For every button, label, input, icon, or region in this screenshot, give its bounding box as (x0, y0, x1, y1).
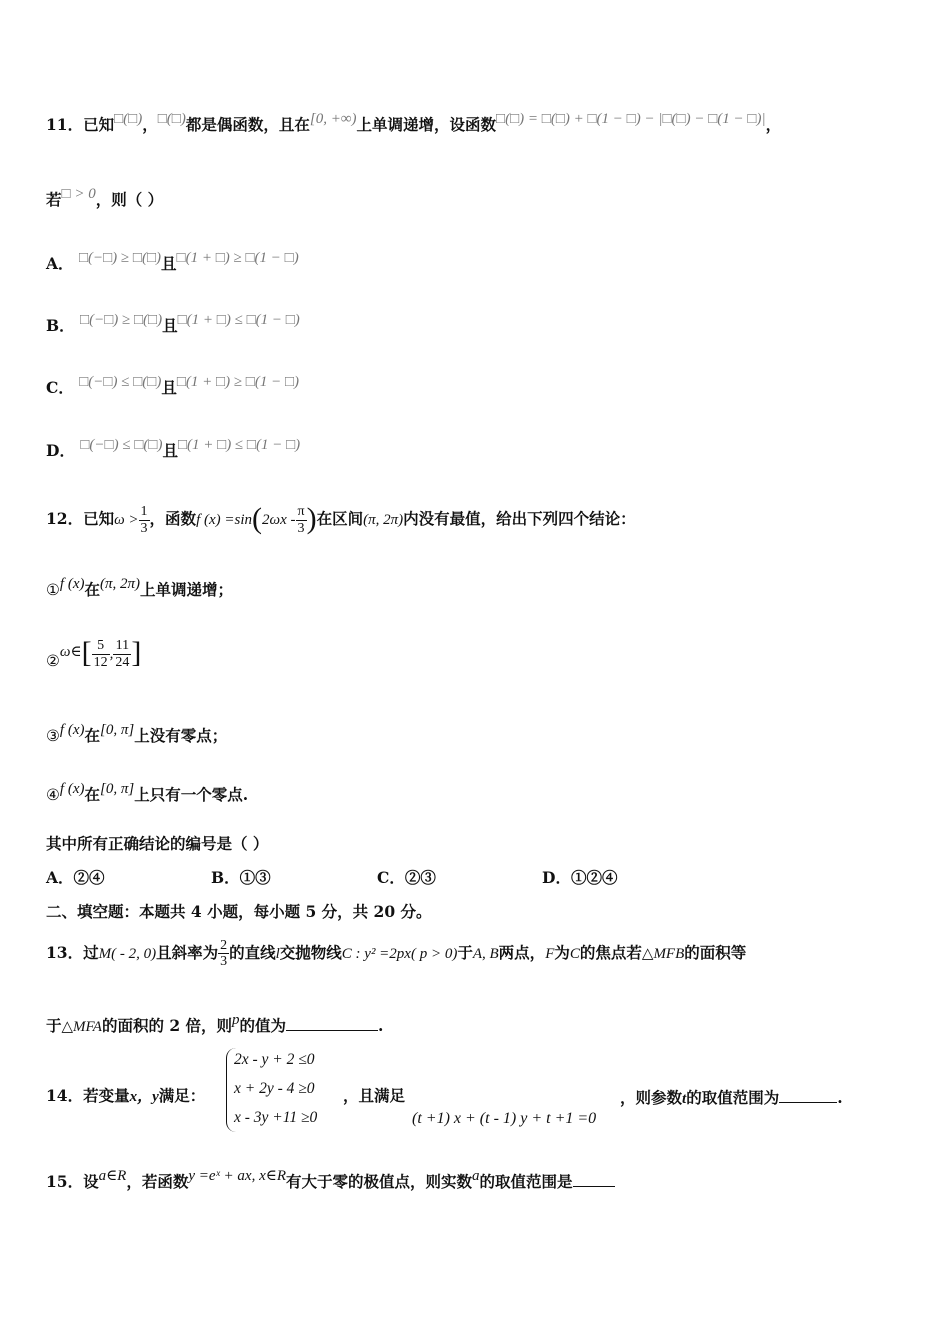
q12-option-c (377, 870, 436, 886)
option-right: □(1 + □) ≥ □(1 − □) (176, 250, 299, 266)
q15-a: a (472, 1168, 480, 1184)
frac-den: 12 (93, 654, 108, 670)
q12-omega: ω > (114, 512, 139, 528)
paren-right: ) (306, 502, 317, 535)
q14-t4: 的取值范围为 (686, 1088, 780, 1107)
q13-t4: 于 (457, 942, 473, 962)
option-label: D． (542, 868, 571, 887)
q13-t1: 且斜率为 (156, 942, 219, 962)
q14-tail (620, 1088, 843, 1107)
conclusion-mark: ③ (46, 727, 60, 745)
q11-cond-prefix: 若 (46, 190, 62, 209)
q12-t1: ，函数 (149, 509, 197, 528)
q12-option-b (211, 870, 271, 886)
option-left: □(−□) ≥ □(□) (80, 312, 163, 328)
conclusion-in: 在 (84, 785, 100, 804)
q13-tri1: △MFB (641, 945, 685, 962)
conclusion-tail: 上只有一个零点. (134, 785, 249, 804)
q14-system (226, 1048, 347, 1132)
conclusion-tail: 上单调递增； (140, 580, 234, 599)
q14-stem (46, 1088, 205, 1105)
frac-den: 3 (220, 954, 228, 970)
q12-pi-frac (296, 504, 307, 536)
q11-option-c (46, 374, 300, 397)
option-and: 且 (162, 441, 178, 460)
q15-stem (46, 1168, 615, 1191)
option-label: B． (46, 316, 75, 335)
q11-cond-suffix: ，则（ ） (95, 190, 164, 209)
frac-den: 24 (115, 654, 130, 670)
q11-end: ， (765, 115, 782, 134)
option-right: □(1 + □) ≤ □(1 − □) (177, 437, 301, 453)
q13-dot: . (378, 1016, 384, 1035)
q13-line2-tail: 的值为 (239, 1016, 287, 1035)
q15-t3: 的取值范围是 (479, 1172, 573, 1191)
q13-p: p (232, 1012, 240, 1028)
conclusion-f: f (x) (59, 576, 85, 592)
conclusion-in: 在 (84, 580, 100, 599)
c2-frac-b (113, 638, 131, 670)
option-label: B． (211, 868, 240, 887)
option-text: ②④ (73, 868, 105, 887)
frac-den: 3 (140, 520, 148, 536)
q12-t3: 内没有最值，给出下列四个结论： (403, 509, 636, 528)
conclusion-interval: [0, π] (100, 722, 135, 738)
q14-t1: 满足： (158, 1086, 206, 1105)
q11-condition (46, 186, 164, 209)
q13-t3: 交抛物线 (279, 942, 342, 962)
q11-prefix: 11．已知 (46, 115, 115, 134)
frac-num: 11 (113, 638, 131, 654)
q11-sep: ， (142, 115, 158, 134)
q12-option-a (46, 870, 105, 886)
q12-interval: (π, 2π) (363, 512, 404, 528)
comma: , (109, 646, 114, 662)
conclusion-f: f (x) (59, 722, 85, 738)
q14-t: t (682, 1091, 687, 1107)
answer-blank[interactable] (779, 1088, 837, 1103)
conclusion-mark: ② (46, 652, 60, 670)
conclusion-mark: ① (46, 581, 60, 599)
option-and: 且 (161, 254, 177, 273)
q11-mid1: 都是偶函数，且在 (185, 115, 310, 134)
q13-f: F (545, 945, 555, 962)
q11-F-def: □(□) = □(□) + □(1 − □) − |□(□) − □(1 − □)| (496, 111, 766, 127)
q12-ask: 其中所有正确结论的编号是（ ） (46, 834, 269, 853)
q13-t7: 的焦点若 (579, 942, 642, 962)
option-label: C． (377, 868, 405, 887)
q11-stem (46, 111, 782, 134)
bracket-left: [ (81, 636, 92, 669)
q14-t2: ，且满足 (343, 1086, 406, 1105)
q13-stem (46, 938, 746, 970)
q12-inner: 2ωx - (262, 512, 296, 528)
q12-conclusion-4 (46, 781, 249, 804)
q13-slope (218, 938, 229, 970)
c2-frac-a (92, 638, 110, 670)
q14-ineq1: 2x - y + 2 ≤0 (234, 1051, 315, 1068)
q11-option-a (46, 250, 299, 273)
q13-t8: 的面积等 (684, 942, 747, 962)
q12-prefix: 12．已知 (46, 509, 115, 528)
q15-t2: 有大于零的极值点，则实数 (286, 1172, 473, 1191)
q12-option-d (542, 870, 617, 886)
q13-line2 (46, 1012, 384, 1035)
q11-g: □(□) (157, 111, 186, 127)
option-and: 且 (161, 378, 177, 397)
option-text: ①③ (239, 868, 271, 887)
q13-t2: 的直线 (229, 942, 276, 962)
q12-t2: 在区间 (316, 509, 364, 528)
option-label: A． (46, 254, 74, 273)
q13-ab: A, B (472, 945, 499, 962)
q15-ar: a∈R (98, 1168, 127, 1184)
q12-conclusion-2 (46, 636, 142, 678)
q14-ineq3: x - 3y +11 ≥0 (234, 1109, 318, 1126)
conclusion-interval: (π, 2π) (100, 576, 141, 592)
frac-den: 3 (297, 520, 305, 536)
q12-conclusion-1 (46, 576, 234, 599)
conclusion-in: 在 (84, 726, 100, 745)
paren-left: ( (252, 502, 263, 535)
q15-prefix: 15．设 (46, 1172, 99, 1191)
q14-vars: x，y (129, 1089, 159, 1105)
option-label: D． (46, 441, 75, 460)
section-heading: 二、填空题：本题共 4 小题，每小题 5 分，共 20 分。 (46, 902, 432, 921)
bracket-right: ] (131, 636, 142, 669)
q13-parabola: C : y² =2px( p > 0) (341, 945, 458, 962)
option-right: □(1 + □) ≥ □(1 − □) (176, 374, 300, 390)
answer-blank[interactable] (286, 1016, 378, 1031)
q11-interval: [0, +∞) (309, 111, 357, 127)
option-right: □(1 + □) ≤ □(1 − □) (177, 312, 300, 328)
q13-line2-mid: 的面积的 2 倍，则 (101, 1016, 233, 1035)
q15-t1: ，若函数 (126, 1172, 189, 1191)
answer-blank[interactable] (573, 1172, 615, 1187)
q11-option-b (46, 312, 300, 335)
q14-line-eq: (t +1) x + (t - 1) y + t +1 =0 (412, 1110, 597, 1127)
q13-tri2: △MFA (61, 1019, 102, 1035)
conclusion-mark: ④ (46, 786, 60, 804)
q15-func: y =eˣ + ax, x∈R (188, 1168, 286, 1184)
frac-num: π (297, 504, 305, 520)
q11-option-d (46, 437, 301, 460)
frac-num: 5 (92, 638, 110, 654)
q14-t3: ，则参数 (620, 1088, 683, 1107)
q11-f: □(□) (114, 111, 143, 127)
q14-ineq2: x + 2y - 4 ≥0 (234, 1080, 315, 1097)
q13-point: M( - 2, 0) (98, 945, 157, 962)
conclusion-omega: ω∈ (59, 644, 82, 660)
option-label: A． (46, 868, 74, 887)
frac-num: 1 (140, 504, 148, 520)
q14-dot: . (837, 1088, 843, 1107)
option-left: □(−□) ≤ □(□) (79, 374, 162, 390)
option-text: ②③ (404, 868, 436, 887)
q12-fx: f (x) =sin (196, 512, 253, 528)
q11-cond: □ > 0 (61, 186, 96, 202)
q13-t5: 两点， (498, 942, 546, 962)
q12-stem (46, 500, 636, 536)
q13-l: l (275, 945, 280, 962)
conclusion-tail: 上没有零点； (134, 726, 228, 745)
option-left: □(−□) ≤ □(□) (80, 437, 163, 453)
q13-prefix: 13．过 (46, 942, 99, 962)
q13-t6: 为 (554, 942, 570, 962)
conclusion-f: f (x) (59, 781, 85, 797)
q13-line2-prefix: 于 (46, 1016, 62, 1035)
conclusion-interval: [0, π] (100, 781, 135, 797)
option-label: C． (46, 378, 74, 397)
option-and: 且 (162, 316, 178, 335)
q12-frac (139, 504, 150, 536)
q11-mid2: 上单调递增，设函数 (356, 115, 497, 134)
frac-num: 2 (220, 938, 228, 953)
q14-prefix: 14．若变量 (46, 1086, 130, 1105)
option-text: ①②④ (570, 868, 618, 887)
q12-conclusion-3 (46, 722, 228, 745)
q13-c: C (569, 945, 580, 962)
option-left: □(−□) ≥ □(□) (78, 250, 162, 266)
